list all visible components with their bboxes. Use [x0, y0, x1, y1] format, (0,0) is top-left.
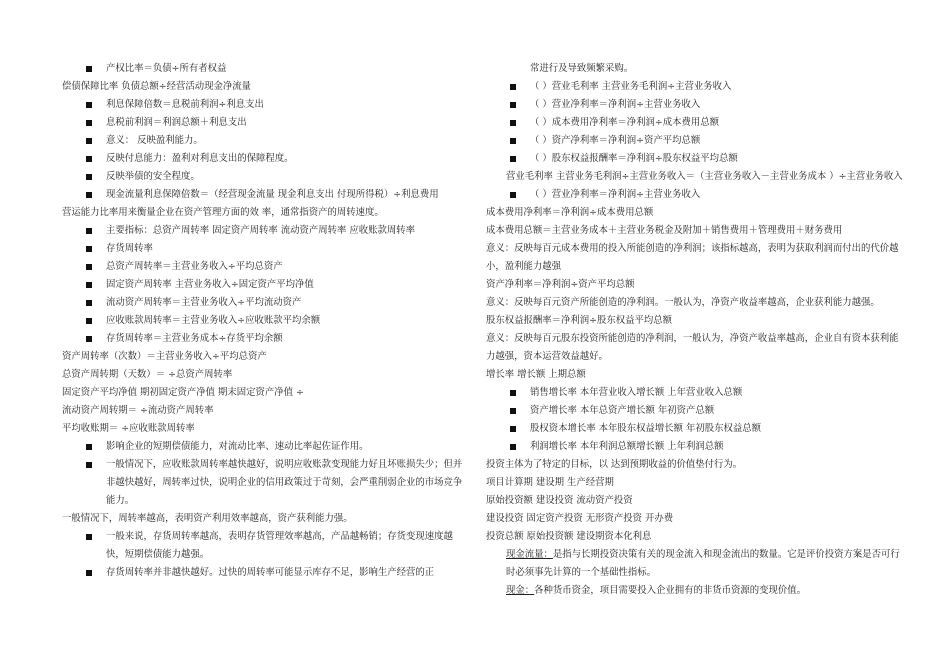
bullet-item: 息税前利润＝利润总额＋利息支出: [62, 114, 464, 132]
bullet-item: 存货周转率并非越快越好。过快的周转率可能显示库存不足，影响生产经营的正: [62, 564, 464, 582]
text-line: 资产周转率（次数）＝主营业务收入÷平均总资产: [62, 351, 267, 362]
bullet-item: 总资产周转率＝主营业务收入÷平均总资产: [62, 258, 464, 276]
text-line: 项目计算期 建设期 生产经营期: [486, 477, 614, 488]
bullet-item: （ ）股东权益报酬率＝净利润÷股东权益平均总额: [486, 150, 906, 168]
text-line: 投资总额 原始投资额 建设期资本化利息: [486, 531, 652, 542]
bullet-item: 资产增长率 本年总资产增长额 年初资产总额: [486, 402, 906, 420]
text-line: 增长率 增长额 上期总额: [486, 369, 586, 380]
bullet-item: 固定资产周转率 主营业务收入÷固定资产平均净值: [62, 276, 464, 294]
bullet-item: 反映举债的安全程度。: [62, 168, 464, 186]
text-line: 原始投资额 建设投资 流动资产投资: [486, 495, 633, 506]
definition-term: 现金：: [506, 585, 535, 596]
text-line: 固定资产平均净值 期初固定资产净值 期末固定资产净值 ÷: [62, 387, 304, 398]
definition-line: [486, 582, 906, 600]
text-line: 一般情况下，周转率越高，表明资产利用效率越高，资产获利能力强。: [62, 513, 353, 524]
text-line: 建设投资 固定资产投资 无形资产投资 开办费: [486, 513, 674, 524]
text-line: 营运能力比率用来衡量企业在资产管理方面的效 率，通常指资产的周转速度。: [62, 207, 384, 218]
definition-text: 是指与长期投资决策有关的现金流入和现金流出的数量。它是评价投资方案是否可行时必须事先计算的一个基础性指标。: [506, 549, 900, 578]
text-line: 投资主体为了特定的目标，以 达到预期收益的价值垫付行为。: [486, 459, 743, 470]
bullet-item: （ ）营业净利率＝净利润÷主营业务收入: [486, 186, 906, 204]
bullet-item: （ ）资产净利率＝净利润÷资产平均总额: [486, 132, 906, 150]
bullet-item: 流动资产周转率＝主营业务收入÷平均流动资产: [62, 294, 464, 312]
bullet-item: （ ）营业净利率＝净利润÷主营业务收入: [486, 96, 906, 114]
text-line: 营业毛利率 主营业务毛利润÷主营业务收入＝（主营业务收入－主营业务成本 ）÷主营业务收入: [506, 171, 903, 182]
bullet-item: 利润增长率 本年利润总额增长额 上年利润总额: [486, 438, 906, 456]
definition-term: 现金流量：: [506, 549, 553, 560]
bullet-item: 存货周转率: [62, 240, 464, 258]
text-line: 资产净利率＝净利润÷资产平均总额: [486, 279, 635, 290]
text-line: 股东权益报酬率＝净利润÷股东权益平均总额: [486, 315, 672, 326]
bullet-item: （ ）成本费用净利率＝净利润÷成本费用总额: [486, 114, 906, 132]
bullet-item: 一般情况下，应收账款周转率越快越好，说明应收账款变现能力好且坏账损失少；但并非越快越好，周转率过快，说明企业的信用政策过于苛刻，会严重削弱企业的市场竞争能力。: [62, 456, 464, 510]
right-column: [486, 60, 906, 600]
bullet-item: 利息保障倍数＝息税前利润÷利息支出: [62, 96, 464, 114]
definition-line: [486, 546, 906, 582]
text-line: 意义：反映每百元成本费用的投入所能创造的净利润；该指标越高，表明为获取利润而付出的代价越小，盈利能力越强: [486, 243, 899, 272]
bullet-item: 产权比率＝负债÷所有者权益: [62, 60, 464, 78]
bullet-item: 意义： 反映盈利能力。: [62, 132, 464, 150]
bullet-item: 存货周转率＝主营业务成本÷存货平均余额: [62, 330, 464, 348]
bullet-item: （ ）营业毛利率 主营业务毛利润÷主营业务收入: [486, 78, 906, 96]
text-line: 流动资产周转期＝ ÷流动资产周转率: [62, 405, 214, 416]
left-column: [62, 60, 464, 582]
bullet-item: 应收账款周转率＝主营业务收入÷应收账款平均余额: [62, 312, 464, 330]
text-line: 平均收账期＝ ÷应收账款周转率: [62, 423, 195, 434]
bullet-item: 反映付息能力：盈利对利息支出的保障程度。: [62, 150, 464, 168]
text-line: 意义：反映每百元股东投资所能创造的净利润，一般认为，净资产收益率越高，企业自有资本获利能力越强，资本运营效益越好。: [486, 333, 899, 362]
continued-line: 常进行及导致频繁采购。: [530, 63, 634, 74]
text-line: 意义：反映每百元资产所能创造的净利润。一般认为，净资产收益率越高，企业获利能力越强。: [486, 297, 880, 308]
definition-text: 各种货币资金，项目需要投入企业拥有的非货币资源的变现价值。: [534, 585, 807, 596]
bullet-item: 一般来说，存货周转率越高，表明存货管理效率越高，产品越畅销；存货变现速度越快，短期偿债能力越强。: [62, 528, 464, 564]
bullet-item: 影响企业的短期偿债能力，对流动比率、速动比率起佐证作用。: [62, 438, 464, 456]
bullet-item: 销售增长率 本年营业收入增长额 上年营业收入总额: [486, 384, 906, 402]
bullet-item: 股权资本增长率 本年股东权益增长额 年初股东权益总额: [486, 420, 906, 438]
bullet-item: 现金流量利息保障倍数＝（经营现金流量 现金利息支出 付现所得税）÷利息费用: [62, 186, 464, 204]
bullet-item: 主要指标：总资产周转率 固定资产周转率 流动资产周转率 应收账款周转率: [62, 222, 464, 240]
text-line: 成本费用净利率＝净利润÷成本费用总额: [486, 207, 654, 218]
text-line: 成本费用总额＝主营业务成本＋主营业务税金及附加＋销售费用＋管理费用＋财务费用: [486, 225, 843, 236]
text-line: 总资产周转期（天数）＝ ÷总资产周转率: [62, 369, 233, 380]
text-line: 偿债保障比率 负债总额÷经营活动现金净流量: [62, 81, 251, 92]
